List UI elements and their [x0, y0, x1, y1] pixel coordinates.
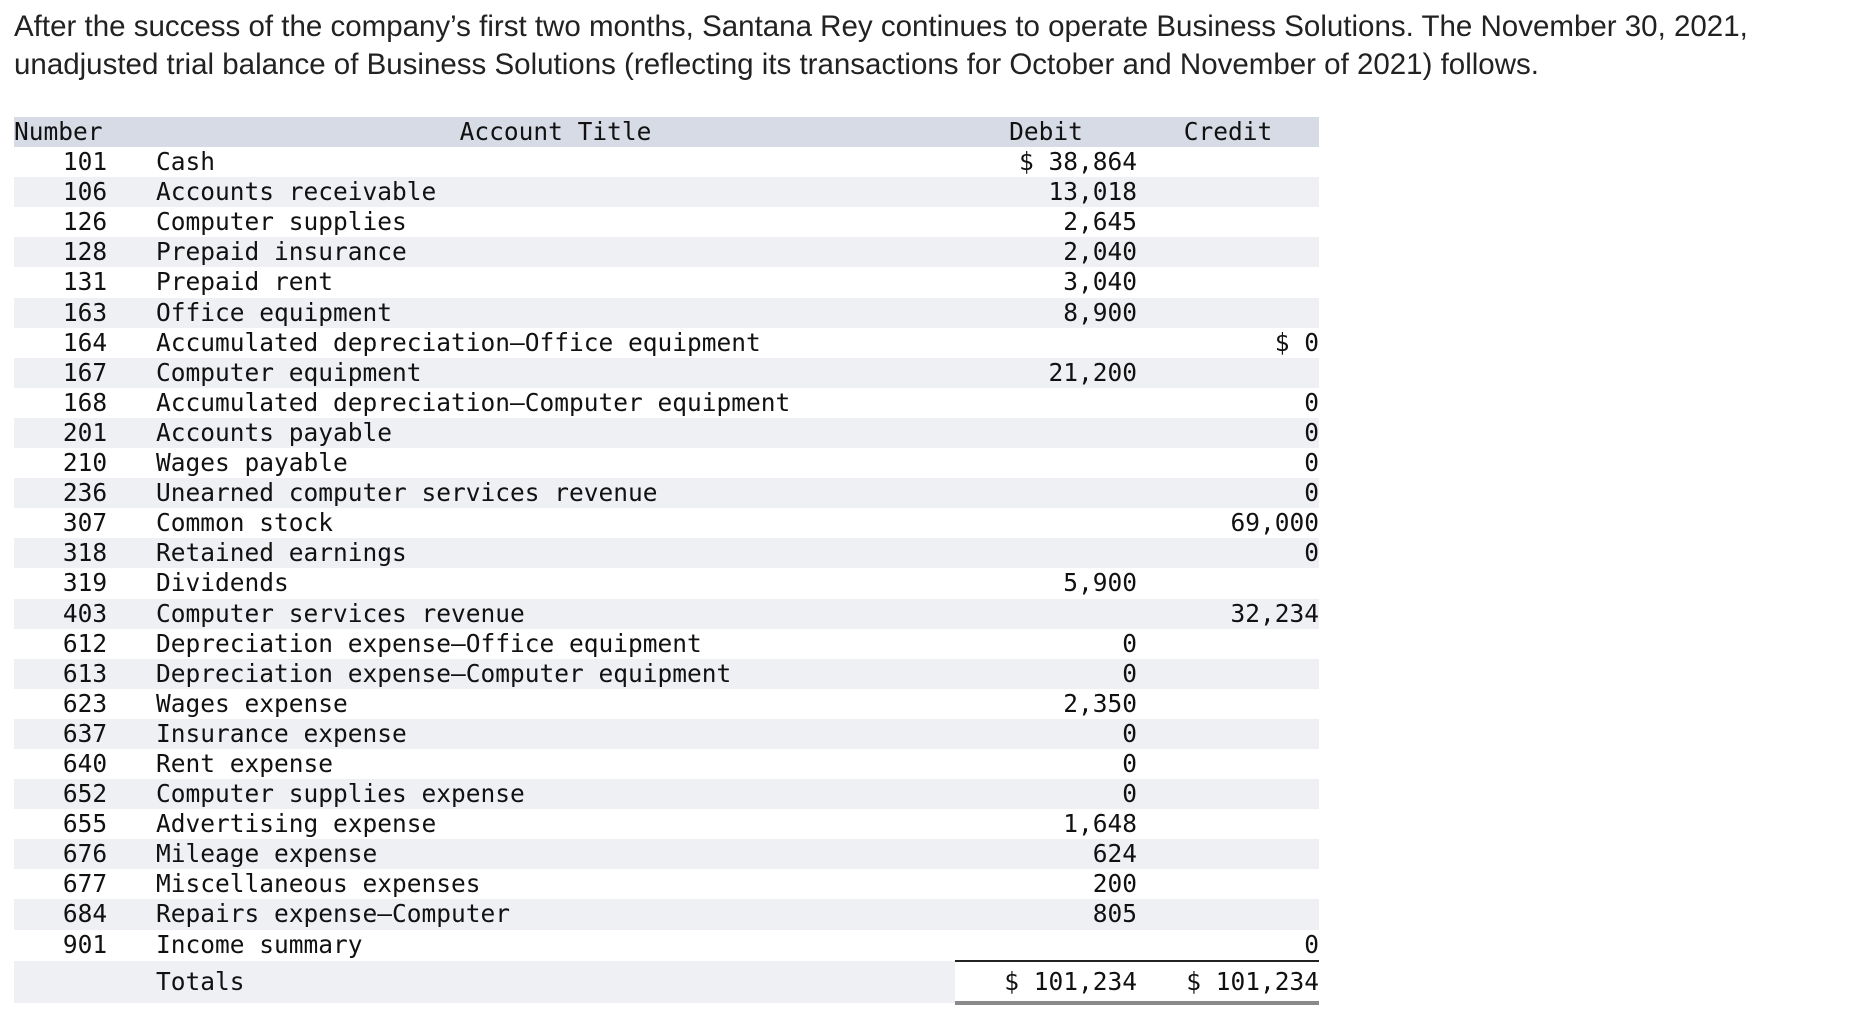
table-row	[14, 147, 1319, 177]
table-row	[14, 749, 1319, 779]
account-number: 128	[62, 237, 108, 267]
credit-amount	[1137, 659, 1319, 689]
account-title: Computer supplies expense	[156, 779, 525, 809]
credit-amount	[1137, 568, 1319, 598]
credit-amount: 0	[1304, 478, 1319, 508]
table-row	[14, 719, 1319, 749]
table-row	[14, 237, 1319, 267]
debit-amount: 5,900	[1063, 568, 1137, 598]
account-title: Computer equipment	[156, 357, 422, 387]
debit-amount	[955, 448, 1137, 478]
account-title: Insurance expense	[156, 718, 407, 748]
credit-amount	[1137, 749, 1319, 779]
table-row	[14, 207, 1319, 237]
table-row	[14, 629, 1319, 659]
credit-amount	[1137, 267, 1319, 297]
account-title: Common stock	[156, 508, 334, 538]
table-row	[14, 448, 1319, 478]
account-number: 236	[62, 478, 108, 508]
table-row	[14, 568, 1319, 598]
table-row	[14, 599, 1319, 629]
debit-amount	[955, 478, 1137, 508]
account-number: 676	[62, 839, 108, 869]
account-number: 652	[62, 779, 108, 809]
totals-number-cell	[14, 961, 156, 1003]
debit-amount	[955, 538, 1137, 568]
account-number: 901	[62, 930, 108, 960]
account-title: Depreciation expense—Computer equipment	[156, 658, 732, 688]
credit-amount	[1137, 207, 1319, 237]
account-title: Depreciation expense—Office equipment	[156, 628, 702, 658]
account-title-column-header: Account Title	[459, 117, 652, 146]
debit-amount: 8,900	[1063, 297, 1137, 327]
credit-amount	[1137, 779, 1319, 809]
account-number: 164	[62, 327, 108, 357]
account-title: Office equipment	[156, 297, 393, 327]
debit-amount: 2,645	[1063, 207, 1137, 237]
table-row	[14, 869, 1319, 899]
account-number: 167	[62, 357, 108, 387]
credit-amount	[1137, 147, 1319, 177]
account-title: Rent expense	[156, 748, 334, 778]
account-number: 612	[62, 628, 108, 658]
account-title: Advertising expense	[156, 809, 437, 839]
table-row	[14, 388, 1319, 418]
debit-amount	[955, 418, 1137, 448]
debit-amount: 0	[1122, 779, 1137, 809]
credit-amount	[1137, 809, 1319, 839]
debit-amount: 0	[1122, 718, 1137, 748]
account-number: 163	[62, 297, 108, 327]
table-row	[14, 689, 1319, 719]
credit-amount	[1137, 869, 1319, 899]
debit-amount: 21,200	[1048, 357, 1137, 387]
debit-amount: 0	[1122, 658, 1137, 688]
debit-amount	[955, 508, 1137, 538]
table-row	[14, 418, 1319, 448]
credit-amount: 0	[1304, 448, 1319, 478]
table-row	[14, 267, 1319, 297]
account-number: 126	[62, 207, 108, 237]
account-number: 307	[62, 508, 108, 538]
credit-amount	[1137, 298, 1319, 328]
table-body	[14, 147, 1319, 1003]
number-column-header: Number	[14, 117, 103, 146]
account-number: 106	[62, 177, 108, 207]
account-number: 101	[62, 147, 108, 177]
credit-amount: 0	[1304, 387, 1319, 417]
table-row	[14, 899, 1319, 929]
account-title: Prepaid insurance	[156, 237, 407, 267]
account-title: Retained earnings	[156, 538, 407, 568]
credit-amount	[1137, 629, 1319, 659]
account-number: 637	[62, 718, 108, 748]
table-row	[14, 358, 1319, 388]
credit-amount: 32,234	[1230, 598, 1319, 628]
credit-amount	[1137, 237, 1319, 267]
debit-amount	[955, 328, 1137, 358]
debit-amount	[955, 930, 1137, 961]
table-row	[14, 839, 1319, 869]
totals-label: Totals	[156, 967, 245, 997]
account-number: 201	[62, 417, 108, 447]
account-number: 318	[62, 538, 108, 568]
table-row	[14, 538, 1319, 568]
credit-amount	[1137, 177, 1319, 207]
debit-amount: 0	[1122, 628, 1137, 658]
table-row	[14, 809, 1319, 839]
table-row	[14, 930, 1319, 961]
table-row	[14, 177, 1319, 207]
table-header	[14, 117, 1319, 147]
debit-amount	[955, 599, 1137, 629]
account-title: Repairs expense—Computer	[156, 899, 511, 929]
account-number: 684	[62, 899, 108, 929]
table-row	[14, 659, 1319, 689]
table-row	[14, 478, 1319, 508]
trial-balance-table	[14, 117, 1319, 1005]
credit-amount	[1137, 689, 1319, 719]
account-title: Wages expense	[156, 688, 348, 718]
debit-amount: 2,040	[1063, 237, 1137, 267]
debit-amount: 200	[1092, 869, 1137, 899]
account-title: Wages payable	[156, 448, 348, 478]
account-number: 403	[62, 598, 108, 628]
account-number: 210	[62, 448, 108, 478]
totals-debit: $ 101,234	[955, 961, 1137, 1003]
table-row	[14, 298, 1319, 328]
account-title: Accumulated depreciation—Office equipment	[156, 327, 761, 357]
debit-amount: 805	[1092, 899, 1137, 929]
debit-amount: 1,648	[1063, 809, 1137, 839]
account-title: Prepaid rent	[156, 267, 334, 297]
account-title: Unearned computer services revenue	[156, 478, 658, 508]
account-title: Accounts receivable	[156, 177, 437, 207]
account-title: Accumulated depreciation—Computer equipment	[156, 387, 791, 417]
account-number: 319	[62, 568, 108, 598]
credit-amount	[1137, 719, 1319, 749]
credit-amount	[1137, 839, 1319, 869]
credit-amount	[1137, 358, 1319, 388]
account-number: 655	[62, 809, 108, 839]
account-title: Mileage expense	[156, 839, 378, 869]
account-title: Computer services revenue	[156, 598, 525, 628]
table-row	[14, 508, 1319, 538]
account-number: 623	[62, 688, 108, 718]
debit-amount: 2,350	[1063, 688, 1137, 718]
header-row	[14, 117, 1319, 147]
credit-amount: $ 0	[1274, 327, 1319, 357]
credit-amount: 0	[1304, 538, 1319, 568]
credit-amount: 0	[1304, 417, 1319, 447]
debit-amount: 13,018	[1048, 177, 1137, 207]
account-title: Accounts payable	[156, 417, 393, 447]
account-title: Cash	[156, 147, 216, 177]
debit-amount: $ 38,864	[1018, 147, 1137, 177]
account-number: 168	[62, 387, 108, 417]
intro-paragraph: After the success of the company’s first two months, Santana Rey continues to operate Business Solutions. The November 30, 2021, unadjusted trial balance of Business Solutions (reflecting its transactions for October and November of 2021) follows.	[14, 10, 1748, 81]
credit-amount	[1137, 899, 1319, 929]
table-row	[14, 328, 1319, 358]
debit-column-header: Debit	[1009, 117, 1083, 146]
credit-column-header: Credit	[1183, 117, 1273, 146]
account-title: Miscellaneous expenses	[156, 869, 481, 899]
totals-row	[14, 961, 1319, 1003]
account-title: Computer supplies	[156, 207, 407, 237]
account-title: Dividends	[156, 568, 289, 598]
account-title: Income summary	[156, 930, 363, 960]
credit-amount: 69,000	[1230, 508, 1319, 538]
account-number: 640	[62, 748, 108, 778]
debit-amount: 3,040	[1063, 267, 1137, 297]
debit-amount: 0	[1122, 748, 1137, 778]
account-number: 131	[62, 267, 108, 297]
credit-amount: 0	[1304, 929, 1319, 959]
account-number: 677	[62, 869, 108, 899]
debit-amount: 624	[1092, 839, 1137, 869]
debit-amount	[955, 388, 1137, 418]
account-number: 613	[62, 658, 108, 688]
table-row	[14, 779, 1319, 809]
totals-credit: $ 101,234	[1137, 961, 1319, 1003]
